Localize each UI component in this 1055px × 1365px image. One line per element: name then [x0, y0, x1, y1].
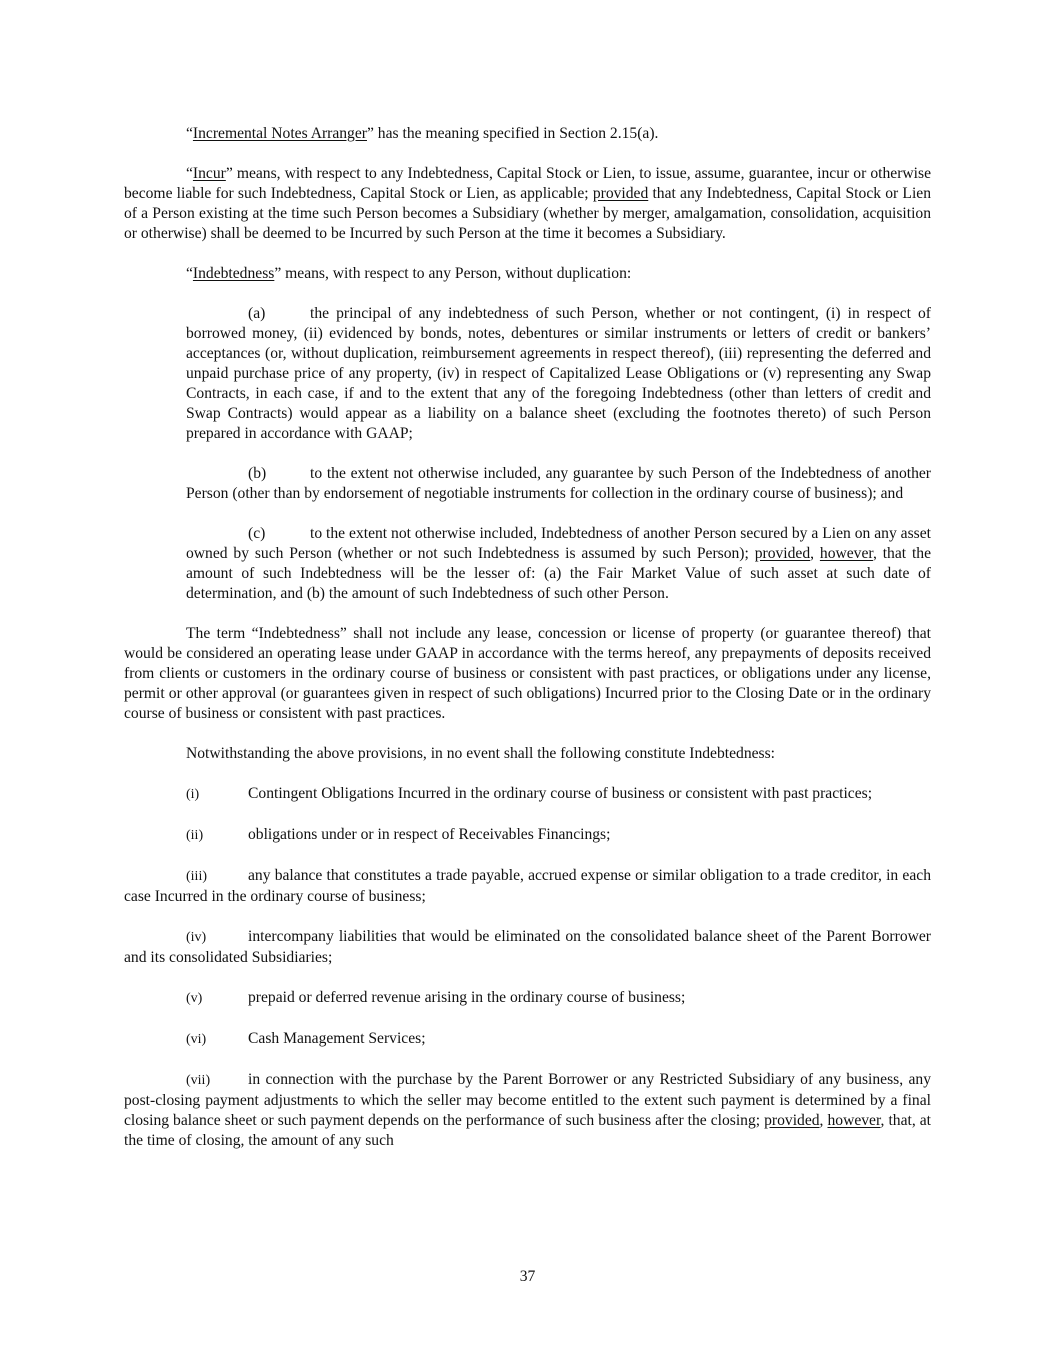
clause-marker: (a) [248, 305, 266, 322]
clause-b: (b) to the extent not otherwise included, any guarantee by such Person of the Indebtedness of another Person (other than by endorsement of negotiable instruments for collection in the ordinary course of business); and [186, 465, 931, 502]
item-marker: (ii) [186, 828, 204, 843]
item-marker: (vi) [186, 1032, 207, 1047]
provided-term: provided [592, 185, 649, 202]
item-i: (i) Contingent Obligations Incurred in the ordinary course of business or consistent with past practices; [124, 784, 931, 805]
clause-marker: (c) [248, 525, 266, 542]
defined-term: Incur [192, 165, 226, 182]
provided-term: provided [754, 545, 811, 562]
clause-marker: (b) [248, 465, 267, 482]
however-term: however [827, 1112, 881, 1129]
exclusion-paragraph: The term “Indebtedness” shall not include any lease, concession or license of property (or guarantee thereof) that would be considered an operating lease under GAAP in accordance with the terms hereof, any prepayments of deposits received from clients or customers in the ordinary course of business or consistent with past practices, or obligations under any license, permit or other approval (or guarantees given in respect of such obligations) Incurred prior to the Closing Date or in the ordinary course of business or consistent with past practices. [124, 625, 931, 722]
item-ii: (ii) obligations under or in respect of Receivables Financings; [124, 825, 931, 846]
however-term: however [819, 545, 873, 562]
clause-a: (a) the principal of any indebtedness of such Person, whether or not contingent, (i) in respect of borrowed money, (ii) evidenced by bonds, notes, debentures or similar instruments or letters of credit or bankers’ acceptances (or, without duplication, reimbursement agreements in respect thereof), (iii) representing the deferred and unpaid purchase price of any property, (iv) in respect of Capitalized Lease Obligations or (v) representing any Swap Contracts, in each case, if and to the extent that any of the foregoing Indebtedness (other than letters of credit and Swap Contracts) would appear as a liability on a balance sheet (excluding the footnotes thereto) of such Person prepared in accordance with GAAP; [186, 305, 931, 442]
clause-c: (c) to the extent not otherwise included, Indebtedness of another Person secured by a Lien on any asset owned by such Person (whether or not such Indebtedness is assumed by such Person); provided, however, that the amount of such Indebtedness will be the lesser of: (a) the Fair Market Value of such asset at such date of determination, and (b) the amount of such Indebtedness of such other Person. [186, 525, 932, 602]
notwithstanding-paragraph: Notwithstanding the above provisions, in no event shall the following constitute Indebtedness: [186, 745, 776, 762]
item-iv: (iv) intercompany liabilities that would be eliminated on the consolidated balance sheet of the Parent Borrower and its consolidated Subsidiaries; [124, 928, 931, 966]
item-v: (v) prepaid or deferred revenue arising in the ordinary course of business; [124, 988, 931, 1009]
definition-incremental-notes-arranger: “Incremental Notes Arranger” has the meaning specified in Section 2.15(a). [186, 125, 659, 142]
item-vii: (vii) in connection with the purchase by the Parent Borrower or any Restricted Subsidiary of any business, any post-closing payment adjustments to which the seller may become entitled to the extent such payment is determined by a final closing balance sheet or such payment depends on the performance of such business after the closing; provided, however, that, at the time of closing, the amount of any such [124, 1071, 932, 1149]
page-number: 37 [519, 1268, 536, 1285]
item-iii: (iii) any balance that constitutes a trade payable, accrued expense or similar obligation to a trade creditor, in each case Incurred in the ordinary course of business; [124, 867, 931, 905]
item-marker: (v) [186, 991, 203, 1006]
item-marker: (vii) [186, 1073, 211, 1088]
definition-indebtedness: “Indebtedness” means, with respect to any Person, without duplication: [186, 265, 632, 282]
definition-incur: “Incur” means, with respect to any Indebtedness, Capital Stock or Lien, to issue, assume, guarantee, incur or otherwise become liable for such Indebtedness, Capital Stock or Lien, as applicable; provided that any Indebtedness, Capital Stock or Lien of a Person existing at the time such Person becomes a Subsidiary (whether by merger, amalgamation, consolidation, acquisition or otherwise) shall be deemed to be Incurred by such Person at the time it becomes a Subsidiary. [124, 165, 931, 242]
document-page [124, 124, 931, 1151]
item-marker: (iii) [186, 869, 207, 884]
provided-term: provided [764, 1112, 820, 1129]
item-marker: (i) [186, 787, 200, 802]
defined-term: Indebtedness [192, 265, 275, 282]
item-marker: (iv) [186, 930, 207, 945]
defined-term: Incremental Notes Arranger [192, 125, 367, 142]
item-vi: (vi) Cash Management Services; [124, 1029, 931, 1050]
